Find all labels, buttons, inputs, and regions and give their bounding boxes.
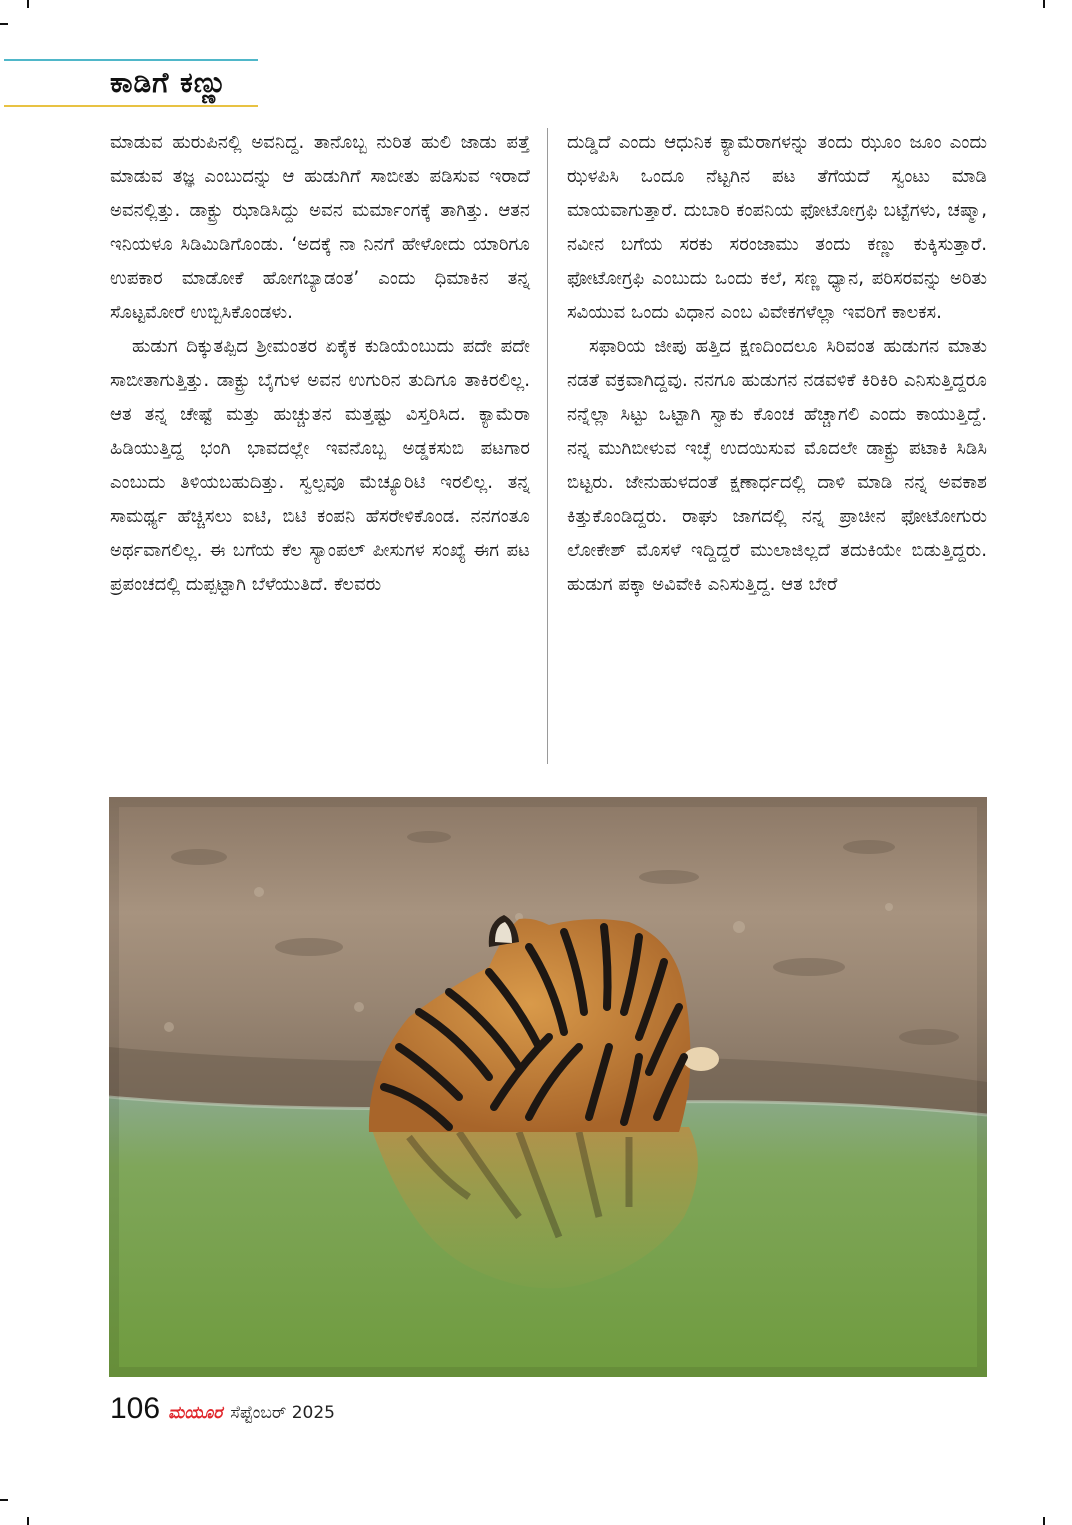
article-paragraph: ಸಫಾರಿಯ ಜೀಪು ಹತ್ತಿದ ಕ್ಷಣದಿಂದಲೂ ಸಿರಿವಂತ ಹುಡುಗನ ಮಾತು ನಡತೆ ವಕ್ರವಾಗಿದ್ದವು. ನನಗೂ ಹುಡುಗನ ನಡವಳಿಕೆ ಕಿರಿಕಿರಿ ಎನಿಸುತ್ತಿದ್ದರೂ ನನ್ನೆಲ್ಲಾ ಸಿಟ್ಟು ಒಟ್ಟಾಗಿ ಸ್ವಾಕು ಕೊಂಚ ಹೆಚ್ಚಾಗಲಿ ಎಂದು ಕಾಯುತ್ತಿದ್ದೆ. ನನ್ನ ಮುಗಿಬೀಳುವ ಇಚ್ಛೆ ಉದಯಿಸುವ ಮೊದಲೇ ಡಾಕ್ಟ್ರು ಪಟಾಕಿ ಸಿಡಿಸಿ ಬಿಟ್ಟರು. ಜೇನುಹುಳದಂತೆ ಕ್ಷಣಾರ್ಧದಲ್ಲಿ ದಾಳಿ ಮಾಡಿ ನನ್ನ ಅವಕಾಶ ಕಿತ್ತುಕೊಂಡಿದ್ದರು. ರಾಘು ಜಾಗದಲ್ಲಿ ನನ್ನ ಪ್ರಾಚೀನ ಫೋಟೋಗುರು ಲೋಕೇಶ್ ಮೊಸಳೆ ಇದ್ದಿದ್ದರೆ ಮುಲಾಜಿಲ್ಲದೆ ತದುಕಿಯೇ ಬಿಡುತ್ತಿದ್ದರು. ಹುಡುಗ ಪಕ್ಕಾ ಅವಿವೇಕಿ ಎನಿಸುತ್ತಿದ್ದ. ಆತ ಬೇರೆ	[567, 336, 987, 595]
tiger-photo	[109, 797, 987, 1377]
tiger-photo-illustration	[109, 797, 987, 1377]
magazine-logo: ಮಯೂರ	[168, 1403, 223, 1423]
page-number: 106	[110, 1392, 161, 1425]
article-column-left	[110, 126, 530, 602]
section-title: ಕಾಡಿಗೆ ಕಣ್ಣು	[110, 66, 228, 99]
crop-mark	[1043, 1517, 1045, 1525]
crop-mark	[27, 1517, 29, 1525]
crop-mark	[27, 0, 29, 8]
issue-date: ಸೆಪ್ಟೆಂಬರ್ 2025	[230, 1403, 335, 1423]
article-paragraph: ಹುಡುಗ ದಿಕ್ಕುತಪ್ಪಿದ ಶ್ರೀಮಂತರ ಏಕೈಕ ಕುಡಿಯೆಂಬುದು ಪದೇ ಪದೇ ಸಾಬೀತಾಗುತ್ತಿತ್ತು. ಡಾಕ್ಟ್ರು ಬೈಗುಳ ಅವನ ಉಗುರಿನ ತುದಿಗೂ ತಾಕಿರಲಿಲ್ಲ. ಆತ ತನ್ನ ಚೇಷ್ಟೆ ಮತ್ತು ಹುಚ್ಚುತನ ಮತ್ತಷ್ಟು ವಿಸ್ತರಿಸಿದ. ಕ್ಯಾಮೆರಾ ಹಿಡಿಯುತ್ತಿದ್ದ ಭಂಗಿ ಭಾವದಲ್ಲೇ ಇವನೊಬ್ಬ ಅಡ್ಡಕಸುಬಿ ಪಟಗಾರ ಎಂಬುದು ತಿಳಿಯಬಹುದಿತ್ತು. ಸ್ವಲ್ಪವೂ ಮೆಚ್ಯೂರಿಟಿ ಇರಲಿಲ್ಲ. ತನ್ನ ಸಾಮರ್ಥ್ಯ ಹೆಚ್ಚಿಸಲು ಐಟಿ, ಬಿಟಿ ಕಂಪನಿ ಹೆಸರೇಳಿಕೊಂಡ. ನನಗಂತೂ ಅರ್ಥವಾಗಲಿಲ್ಲ. ಈ ಬಗೆಯ ಕೆಲ ಸ್ಯಾಂಪಲ್ ಪೀಸುಗಳ ಸಂಖ್ಯೆ ಈಗ ಪಟ ಪ್ರಪಂಚದಲ್ಲಿ ದುಪ್ಪಟ್ಟಾಗಿ ಬೆಳೆಯುತಿದೆ. ಕೆಲವರು	[110, 336, 530, 595]
crop-mark	[0, 1499, 8, 1501]
article-column-right	[567, 126, 987, 602]
crop-mark	[0, 23, 8, 25]
article-paragraph: ದುಡ್ಡಿದೆ ಎಂದು ಆಧುನಿಕ ಕ್ಯಾಮೆರಾಗಳನ್ನು ತಂದು ಝೂಂ ಜೂಂ ಎಂದು ಝಳಪಿಸಿ ಒಂದೂ ನೆಟ್ಟಗಿನ ಪಟ ತೆಗೆಯದೆ ಸ್ವಂಟು ಮಾಡಿ ಮಾಯವಾಗುತ್ತಾರೆ. ದುಬಾರಿ ಕಂಪನಿಯ ಫೋಟೋಗ್ರಫಿ ಬಟ್ಟೆಗಳು, ಚಷ್ಮಾ, ನವೀನ ಬಗೆಯ ಸರಕು ಸರಂಜಾಮು ತಂದು ಕಣ್ಣು ಕುಕ್ಕಿಸುತ್ತಾರೆ. ಫೋಟೋಗ್ರಫಿ ಎಂಬುದು ಒಂದು ಕಲೆ, ಸಣ್ಣ ಧ್ಯಾನ, ಪರಿಸರವನ್ನು ಅರಿತು ಸವಿಯುವ ಒಂದು ವಿಧಾನ ಎಂಬ ವಿವೇಕಗಳೆಲ್ಲಾ ಇವರಿಗೆ ಕಾಲಕಸ.	[567, 132, 987, 323]
section-accent-rule-bottom	[4, 105, 258, 107]
page-footer	[110, 1392, 335, 1432]
article-paragraph: ಮಾಡುವ ಹುರುಪಿನಲ್ಲಿ ಅವನಿದ್ದ. ತಾನೊಬ್ಬ ನುರಿತ ಹುಲಿ ಜಾಡು ಪತ್ತೆ ಮಾಡುವ ತಜ್ಞ ಎಂಬುದನ್ನು ಆ ಹುಡುಗಿಗೆ ಸಾಬೀತು ಪಡಿಸುವ ಇರಾದೆ ಅವನಲ್ಲಿತ್ತು. ಡಾಕ್ಟ್ರು ಝಾಡಿಸಿದ್ದು ಅವನ ಮರ್ಮಾಂಗಕ್ಕೆ ತಾಗಿತ್ತು. ಆತನ ಇನಿಯಳೂ ಸಿಡಿಮಿಡಿಗೊಂಡು. ‘ಅದಕ್ಕೆ ನಾ ನಿನಗೆ ಹೇಳೋದು ಯಾರಿಗೂ ಉಪಕಾರ ಮಾಡೋಕೆ ಹೋಗಬ್ಯಾಡಂತ’ ಎಂದು ಧಿಮಾಕಿನ ತನ್ನ ಸೊಟ್ಟಮೋರೆ ಉಬ್ಬಿಸಿಕೊಂಡಳು.	[110, 132, 530, 323]
section-accent-rule-top	[4, 59, 258, 61]
crop-mark	[1043, 0, 1045, 8]
column-divider	[547, 128, 548, 764]
